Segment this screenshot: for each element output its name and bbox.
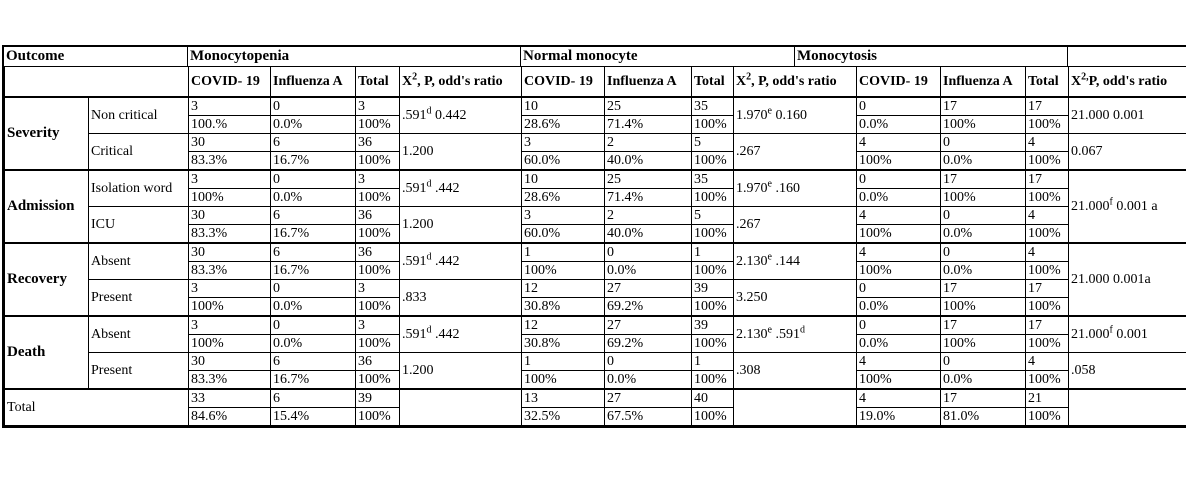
pct-cell: 100% xyxy=(941,116,1026,134)
row-label-absent: Absent xyxy=(89,243,189,280)
pct-cell: 0.0% xyxy=(857,189,941,207)
pct-cell: 83.3% xyxy=(189,225,271,244)
count-cell: 4 xyxy=(1026,207,1069,225)
table-row xyxy=(5,389,1186,408)
pct-cell: 67.5% xyxy=(605,408,692,426)
group-header-empty xyxy=(1068,47,1186,66)
stat-cell: 21.000 0.001 xyxy=(1069,97,1186,134)
pct-cell: 100% xyxy=(692,408,734,426)
row-label-isolation-word: Isolation word xyxy=(89,170,189,207)
pct-cell: 100% xyxy=(692,152,734,171)
count-cell: 30 xyxy=(189,243,271,262)
pct-cell: 100% xyxy=(941,189,1026,207)
count-cell: 27 xyxy=(605,280,692,298)
stat-cell: .591$^d$ 0.442 xyxy=(400,97,522,134)
count-cell: 27 xyxy=(605,316,692,335)
pct-cell: 100% xyxy=(522,262,605,280)
count-cell: 1 xyxy=(692,243,734,262)
count-cell: 35 xyxy=(692,170,734,189)
count-cell: 4 xyxy=(857,353,941,371)
section-label-death: Death xyxy=(5,316,89,389)
row-label-total: Total xyxy=(5,389,189,426)
stat-cell: 2.130e .591$^d$ xyxy=(734,316,857,353)
count-cell: 3 xyxy=(522,134,605,152)
pct-cell: 100% xyxy=(857,371,941,390)
stat-cell: 1.200 xyxy=(400,207,522,244)
pct-cell: 100% xyxy=(1026,408,1069,426)
count-cell: 13 xyxy=(522,389,605,408)
col-header-empty xyxy=(5,67,189,98)
pct-cell: 100% xyxy=(857,225,941,244)
pct-cell: 28.6% xyxy=(522,116,605,134)
count-cell: 3 xyxy=(189,316,271,335)
pct-cell: 15.4% xyxy=(271,408,356,426)
pct-cell: 0.0% xyxy=(271,298,356,317)
group-header-outcome: Outcome xyxy=(4,47,188,66)
stat-cell: 1.970e 0.160 xyxy=(734,97,857,134)
count-cell: 0 xyxy=(941,243,1026,262)
stat-cell: .591$^d$ .442 xyxy=(400,243,522,280)
stat-cell-empty xyxy=(734,389,857,426)
stat-cell: .833 xyxy=(400,280,522,317)
count-cell: 25 xyxy=(605,170,692,189)
count-cell: 0 xyxy=(605,353,692,371)
stat-cell-empty xyxy=(400,389,522,426)
count-cell: 0 xyxy=(857,280,941,298)
pct-cell: 100% xyxy=(356,225,400,244)
row-label-absent: Absent xyxy=(89,316,189,353)
col-header-total-mono: Total xyxy=(356,67,400,98)
count-cell: 3 xyxy=(522,207,605,225)
pct-cell: 100% xyxy=(1026,298,1069,317)
count-cell: 17 xyxy=(941,170,1026,189)
pct-cell: 30.8% xyxy=(522,298,605,317)
count-cell: 36 xyxy=(356,207,400,225)
pct-cell: 0.0% xyxy=(941,371,1026,390)
count-cell: 17 xyxy=(941,389,1026,408)
count-cell: 6 xyxy=(271,134,356,152)
count-cell: 30 xyxy=(189,207,271,225)
pct-cell: 69.2% xyxy=(605,335,692,353)
count-cell: 12 xyxy=(522,280,605,298)
section-label-severity: Severity xyxy=(5,97,89,170)
table-row xyxy=(5,97,1186,116)
table-row xyxy=(5,134,1186,152)
pct-cell: 0.0% xyxy=(857,298,941,317)
pct-cell: 100% xyxy=(1026,262,1069,280)
row-label-icu: ICU xyxy=(89,207,189,244)
pct-cell: 100% xyxy=(857,152,941,171)
count-cell: 3 xyxy=(356,170,400,189)
row-label-non-critical: Non critical xyxy=(89,97,189,134)
pct-cell: 100% xyxy=(356,335,400,353)
count-cell: 3 xyxy=(356,280,400,298)
pct-cell: 100% xyxy=(692,298,734,317)
col-header-covid19-normal: COVID- 19 xyxy=(522,67,605,98)
count-cell: 3 xyxy=(189,280,271,298)
count-cell: 4 xyxy=(857,207,941,225)
count-cell: 6 xyxy=(271,389,356,408)
count-cell: 4 xyxy=(857,134,941,152)
results-table xyxy=(2,45,1186,428)
group-header-row xyxy=(4,47,1186,66)
count-cell: 3 xyxy=(189,97,271,116)
pct-cell: 81.0% xyxy=(941,408,1026,426)
count-cell: 3 xyxy=(189,170,271,189)
count-cell: 33 xyxy=(189,389,271,408)
count-cell: 17 xyxy=(941,280,1026,298)
stat-cell: 3.250 xyxy=(734,280,857,317)
pct-cell: 100% xyxy=(1026,116,1069,134)
count-cell: 6 xyxy=(271,207,356,225)
count-cell: 17 xyxy=(1026,97,1069,116)
count-cell: 0 xyxy=(271,316,356,335)
count-cell: 39 xyxy=(356,389,400,408)
pct-cell: 69.2% xyxy=(605,298,692,317)
column-header-row xyxy=(5,67,1186,98)
data-table xyxy=(4,66,1186,426)
pct-cell: 0.0% xyxy=(605,262,692,280)
group-header-monocytosis: Monocytosis xyxy=(795,47,1068,66)
section-label-admission: Admission xyxy=(5,170,89,243)
count-cell: 36 xyxy=(356,353,400,371)
pct-cell: 83.3% xyxy=(189,262,271,280)
col-header-stat-cyto: $X^{2,}P$, odd's ratio xyxy=(1069,67,1186,98)
pct-cell: 100% xyxy=(1026,371,1069,390)
pct-cell: 100% xyxy=(356,371,400,390)
col-header-influenza-cyto: Influenza A xyxy=(941,67,1026,98)
pct-cell: 100% xyxy=(1026,225,1069,244)
pct-cell: 84.6% xyxy=(189,408,271,426)
count-cell: 4 xyxy=(1026,243,1069,262)
pct-cell: 100% xyxy=(692,225,734,244)
pct-cell: 100% xyxy=(941,335,1026,353)
pct-cell: 71.4% xyxy=(605,116,692,134)
col-header-total-cyto: Total xyxy=(1026,67,1069,98)
table-row xyxy=(5,243,1186,262)
table-row xyxy=(5,170,1186,189)
stat-cell: 1.200 xyxy=(400,353,522,390)
pct-cell: 100% xyxy=(356,189,400,207)
pct-cell: 100% xyxy=(692,335,734,353)
stat-cell: 1.970e .160 xyxy=(734,170,857,207)
row-label-present: Present xyxy=(89,280,189,317)
count-cell: 3 xyxy=(356,97,400,116)
table-row xyxy=(5,280,1186,298)
pct-cell: 0.0% xyxy=(941,262,1026,280)
pct-cell: 100% xyxy=(356,152,400,171)
count-cell: 0 xyxy=(941,353,1026,371)
table-row xyxy=(5,207,1186,225)
stat-cell: .267 xyxy=(734,207,857,244)
pct-cell: 100% xyxy=(189,298,271,317)
pct-cell: 0.0% xyxy=(271,116,356,134)
pct-cell: 71.4% xyxy=(605,189,692,207)
count-cell: 27 xyxy=(605,389,692,408)
count-cell: 2 xyxy=(605,207,692,225)
pct-cell: 60.0% xyxy=(522,225,605,244)
pct-cell: 100% xyxy=(189,335,271,353)
count-cell: 4 xyxy=(857,243,941,262)
stat-cell: .591$^d$ .442 xyxy=(400,170,522,207)
pct-cell: 100.% xyxy=(189,116,271,134)
pct-cell: 0.0% xyxy=(857,335,941,353)
stat-cell: .308 xyxy=(734,353,857,390)
count-cell: 0 xyxy=(857,316,941,335)
count-cell: 5 xyxy=(692,134,734,152)
count-cell: 17 xyxy=(941,316,1026,335)
count-cell: 3 xyxy=(356,316,400,335)
col-header-covid19-cyto: COVID- 19 xyxy=(857,67,941,98)
stat-cell: .267 xyxy=(734,134,857,171)
count-cell: 6 xyxy=(271,243,356,262)
pct-cell: 100% xyxy=(1026,335,1069,353)
pct-cell: 100% xyxy=(692,116,734,134)
row-label-critical: Critical xyxy=(89,134,189,171)
table-row xyxy=(5,353,1186,371)
pct-cell: 100% xyxy=(692,371,734,390)
pct-cell: 100% xyxy=(522,371,605,390)
count-cell: 1 xyxy=(692,353,734,371)
pct-cell: 16.7% xyxy=(271,225,356,244)
stat-cell: 21.000 0.001a xyxy=(1069,243,1186,316)
pct-cell: 0.0% xyxy=(941,225,1026,244)
row-label-present: Present xyxy=(89,353,189,390)
col-header-stat-normal: $X^2$, P, odd's ratio xyxy=(734,67,857,98)
pct-cell: 100% xyxy=(356,408,400,426)
count-cell: 0 xyxy=(605,243,692,262)
count-cell: 4 xyxy=(1026,353,1069,371)
count-cell: 39 xyxy=(692,280,734,298)
pct-cell: 83.3% xyxy=(189,371,271,390)
pct-cell: 100% xyxy=(692,262,734,280)
count-cell: 0 xyxy=(941,134,1026,152)
stat-cell-empty xyxy=(1069,389,1186,426)
col-header-covid19-mono: COVID- 19 xyxy=(189,67,271,98)
count-cell: 36 xyxy=(356,134,400,152)
col-header-influenza-normal: Influenza A xyxy=(605,67,692,98)
count-cell: 17 xyxy=(1026,316,1069,335)
count-cell: 0 xyxy=(271,170,356,189)
pct-cell: 16.7% xyxy=(271,152,356,171)
count-cell: 39 xyxy=(692,316,734,335)
stat-cell: 21.000$^f$ 0.001 xyxy=(1069,316,1186,353)
stat-cell: .058 xyxy=(1069,353,1186,390)
pct-cell: 100% xyxy=(941,298,1026,317)
col-header-influenza-mono: Influenza A xyxy=(271,67,356,98)
count-cell: 35 xyxy=(692,97,734,116)
pct-cell: 100% xyxy=(857,262,941,280)
stat-cell: 2.130e .144 xyxy=(734,243,857,280)
pct-cell: 40.0% xyxy=(605,225,692,244)
pct-cell: 28.6% xyxy=(522,189,605,207)
count-cell: 5 xyxy=(692,207,734,225)
pct-cell: 100% xyxy=(356,262,400,280)
pct-cell: 16.7% xyxy=(271,262,356,280)
count-cell: 0 xyxy=(271,97,356,116)
pct-cell: 0.0% xyxy=(271,189,356,207)
pct-cell: 83.3% xyxy=(189,152,271,171)
count-cell: 17 xyxy=(941,97,1026,116)
count-cell: 1 xyxy=(522,353,605,371)
count-cell: 21 xyxy=(1026,389,1069,408)
count-cell: 0 xyxy=(941,207,1026,225)
pct-cell: 0.0% xyxy=(857,116,941,134)
count-cell: 2 xyxy=(605,134,692,152)
count-cell: 0 xyxy=(857,97,941,116)
count-cell: 30 xyxy=(189,134,271,152)
pct-cell: 100% xyxy=(1026,152,1069,171)
count-cell: 10 xyxy=(522,170,605,189)
count-cell: 12 xyxy=(522,316,605,335)
count-cell: 17 xyxy=(1026,170,1069,189)
pct-cell: 100% xyxy=(692,189,734,207)
count-cell: 25 xyxy=(605,97,692,116)
pct-cell: 16.7% xyxy=(271,371,356,390)
stat-cell: 0.067 xyxy=(1069,134,1186,171)
pct-cell: 40.0% xyxy=(605,152,692,171)
col-header-stat-mono: $X^2$, P, odd's ratio xyxy=(400,67,522,98)
count-cell: 30 xyxy=(189,353,271,371)
pct-cell: 30.8% xyxy=(522,335,605,353)
count-cell: 0 xyxy=(857,170,941,189)
pct-cell: 0.0% xyxy=(605,371,692,390)
pct-cell: 0.0% xyxy=(941,152,1026,171)
col-header-total-normal: Total xyxy=(692,67,734,98)
count-cell: 6 xyxy=(271,353,356,371)
count-cell: 10 xyxy=(522,97,605,116)
section-label-recovery: Recovery xyxy=(5,243,89,316)
count-cell: 1 xyxy=(522,243,605,262)
pct-cell: 0.0% xyxy=(271,335,356,353)
pct-cell: 100% xyxy=(1026,189,1069,207)
pct-cell: 100% xyxy=(189,189,271,207)
count-cell: 17 xyxy=(1026,280,1069,298)
group-header-monocytopenia: Monocytopenia xyxy=(188,47,521,66)
stat-cell: .591$^d$ .442 xyxy=(400,316,522,353)
group-header-normal-monocyte: Normal monocyte xyxy=(521,47,795,66)
count-cell: 4 xyxy=(1026,134,1069,152)
pct-cell: 100% xyxy=(356,116,400,134)
count-cell: 36 xyxy=(356,243,400,262)
pct-cell: 32.5% xyxy=(522,408,605,426)
table-row xyxy=(5,316,1186,335)
pct-cell: 19.0% xyxy=(857,408,941,426)
count-cell: 4 xyxy=(857,389,941,408)
count-cell: 40 xyxy=(692,389,734,408)
stat-cell: 21.000$^f$ 0.001 a xyxy=(1069,170,1186,243)
pct-cell: 100% xyxy=(356,298,400,317)
count-cell: 0 xyxy=(271,280,356,298)
pct-cell: 60.0% xyxy=(522,152,605,171)
stat-cell: 1.200 xyxy=(400,134,522,171)
